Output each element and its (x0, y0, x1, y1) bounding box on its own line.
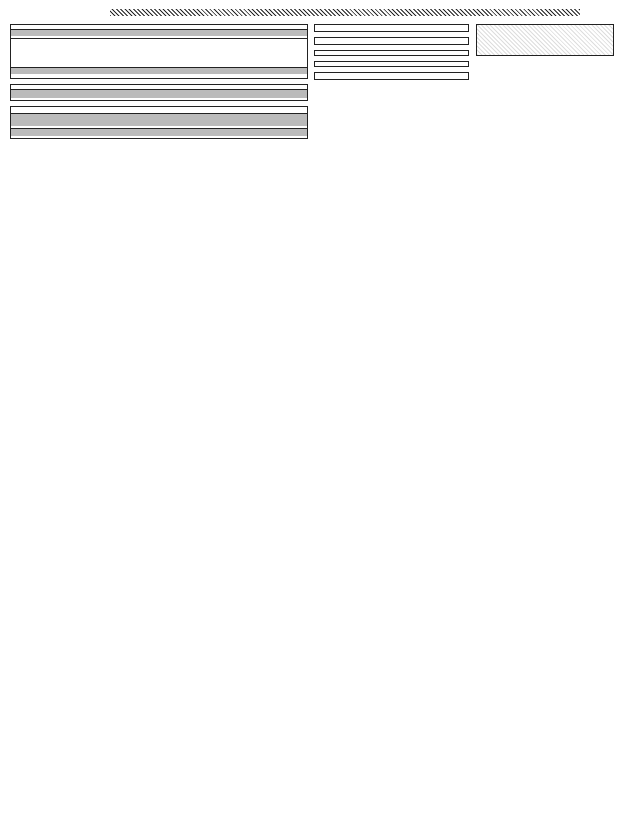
table-row-cell (122, 125, 159, 126)
london-source (315, 77, 468, 79)
table-row-cell (233, 125, 270, 126)
euros-note (315, 29, 468, 31)
right-column (476, 24, 614, 835)
table-row-cell (85, 125, 122, 126)
table-row-cell (48, 125, 85, 126)
options-table (11, 113, 307, 126)
table-row-cell (196, 125, 233, 126)
irrev-euro-title (315, 51, 468, 55)
exchange-insurance-box (10, 84, 308, 101)
irreversible-euro-box (314, 50, 469, 56)
options-source (11, 136, 307, 138)
aiaf-bonos-table (11, 67, 307, 74)
insurance-source (11, 98, 307, 100)
currencies-pesetas-box (314, 37, 469, 45)
aiaf-abbreviations (11, 76, 307, 78)
irrev-peseta-title (315, 62, 468, 66)
currencies-euros-box (314, 24, 469, 32)
insurance-table (11, 89, 307, 98)
header-pattern (110, 9, 580, 16)
options-futures-box (10, 106, 308, 139)
irreversible-peseta-box (314, 61, 469, 67)
aiaf-pagares-table (11, 29, 307, 36)
futures-table (11, 128, 307, 136)
london-dollar-box (314, 72, 469, 80)
page-header (12, 6, 610, 20)
empresas-header (476, 24, 614, 56)
table-row (11, 125, 307, 126)
aiaf-market-box (10, 24, 308, 79)
left-column (10, 24, 308, 835)
pesetas-note (315, 42, 468, 44)
aiaf-matador-table (11, 38, 307, 65)
table-row-cell (270, 125, 307, 126)
middle-column (314, 24, 469, 835)
table-row-cell (159, 125, 196, 126)
table-row-cell (11, 125, 48, 126)
